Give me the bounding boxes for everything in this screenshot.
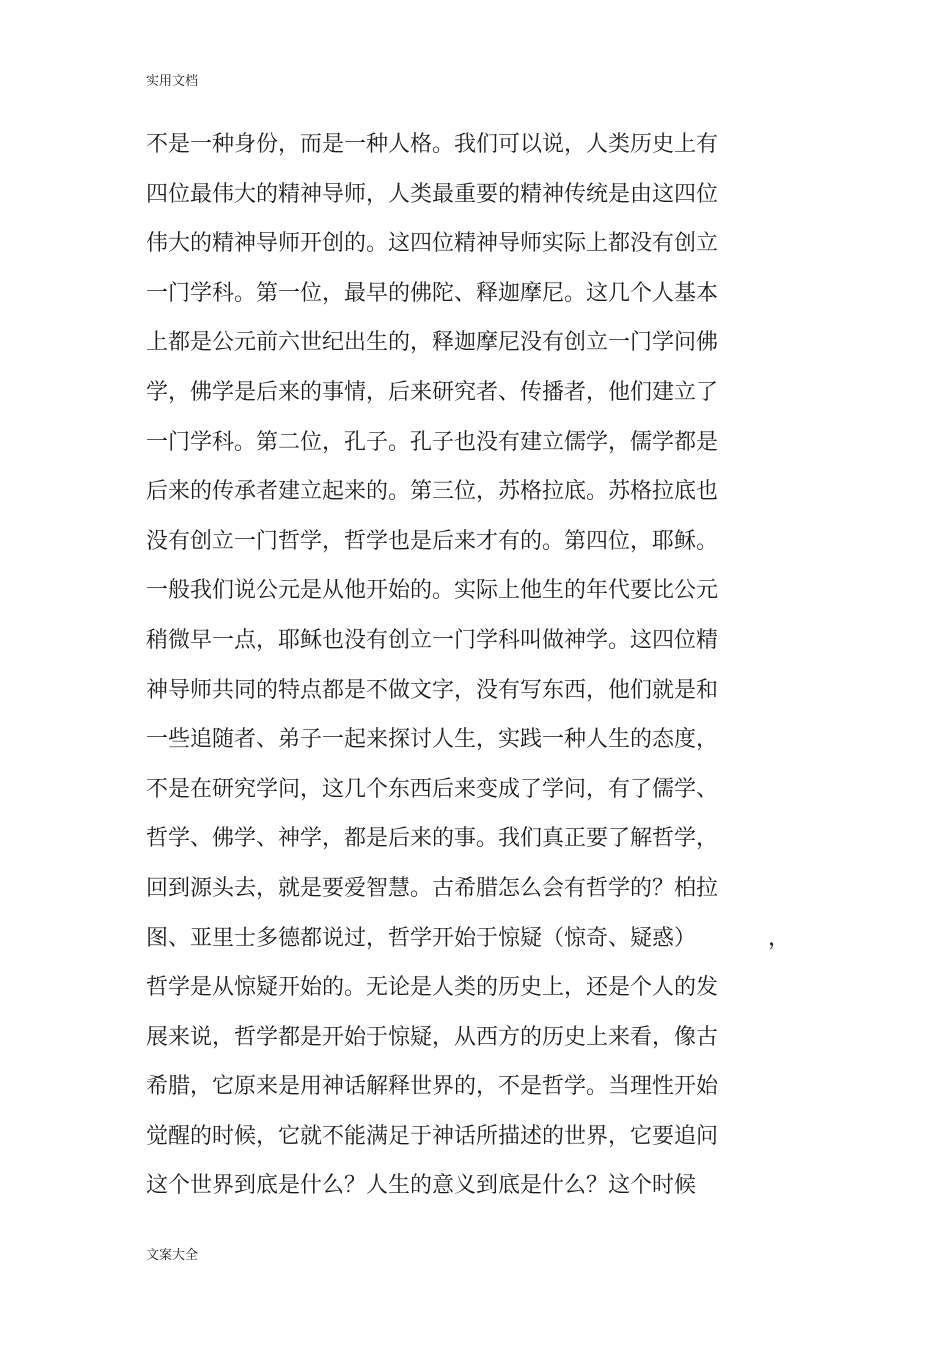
text-line: 上都是公元前六世纪出生的，释迦摩尼没有创立一门学问佛 — [146, 330, 719, 356]
text-line: 稍微早一点，耶稣也没有创立一门学科叫做神学。这四位精 — [146, 627, 719, 653]
page-footer: 文案大全 — [146, 1248, 199, 1263]
text-line: 希腊，它原来是用神话解释世界的，不是哲学。当理性开始 — [146, 1074, 719, 1100]
text-line: 一些追随者、弟子一起来探讨人生，实践一种人生的态度， — [146, 727, 719, 753]
text-line: 展来说，哲学都是开始于惊疑，从西方的历史上来看，像古 — [146, 1024, 719, 1050]
text-line: 一般我们说公元是从他开始的。实际上他生的年代要比公元 — [146, 578, 719, 604]
text-line: 这个世界到底是什么？人生的意义到底是什么？这个时候 — [146, 1173, 697, 1199]
text-line: 没有创立一门哲学，哲学也是后来才有的。第四位，耶稣。 — [146, 528, 719, 554]
text-line: 哲学是从惊疑开始的。无论是人类的历史上，还是个人的发 — [146, 975, 719, 1001]
body-text — [146, 120, 846, 1211]
trailing-comma: ， — [768, 925, 791, 951]
text-line: 伟大的精神导师开创的。这四位精神导师实际上都没有创立 — [146, 231, 719, 257]
text-line: 不是一种身份，而是一种人格。我们可以说，人类历史上有 — [146, 132, 719, 157]
text-line: 哲学、佛学、神学，都是后来的事。我们真正要了解哲学， — [146, 826, 719, 852]
text-line: 觉醒的时候，它就不能满足于神话所描述的世界，它要追问 — [146, 1123, 719, 1149]
text-line: 后来的传承者建立起来的。第三位，苏格拉底。苏格拉底也 — [146, 479, 719, 505]
page-header: 实用文档 — [146, 74, 199, 89]
text-line: 一门学科。第二位，孔子。孔子也没有建立儒学，儒学都是 — [146, 429, 719, 455]
text-line: 四位最伟大的精神导师，人类最重要的精神传统是由这四位 — [146, 181, 719, 207]
text-line: 一门学科。第一位，最早的佛陀、释迦摩尼。这几个人基本 — [146, 280, 719, 306]
text-line-with-comma — [146, 914, 846, 964]
text-line: 学，佛学是后来的事情，后来研究者、传播者，他们建立了 — [146, 379, 719, 405]
text-line: 回到源头去，就是要爱智慧。古希腊怎么会有哲学的？柏拉 — [146, 875, 719, 901]
text-line: 不是在研究学问，这几个东西后来变成了学问，有了儒学、 — [146, 776, 719, 802]
text-line: 神导师共同的特点都是不做文字，没有写东西，他们就是和 — [146, 677, 719, 703]
text-line-content: 图、亚里士多德都说过，哲学开始于惊疑（惊奇、疑惑） — [146, 925, 697, 951]
